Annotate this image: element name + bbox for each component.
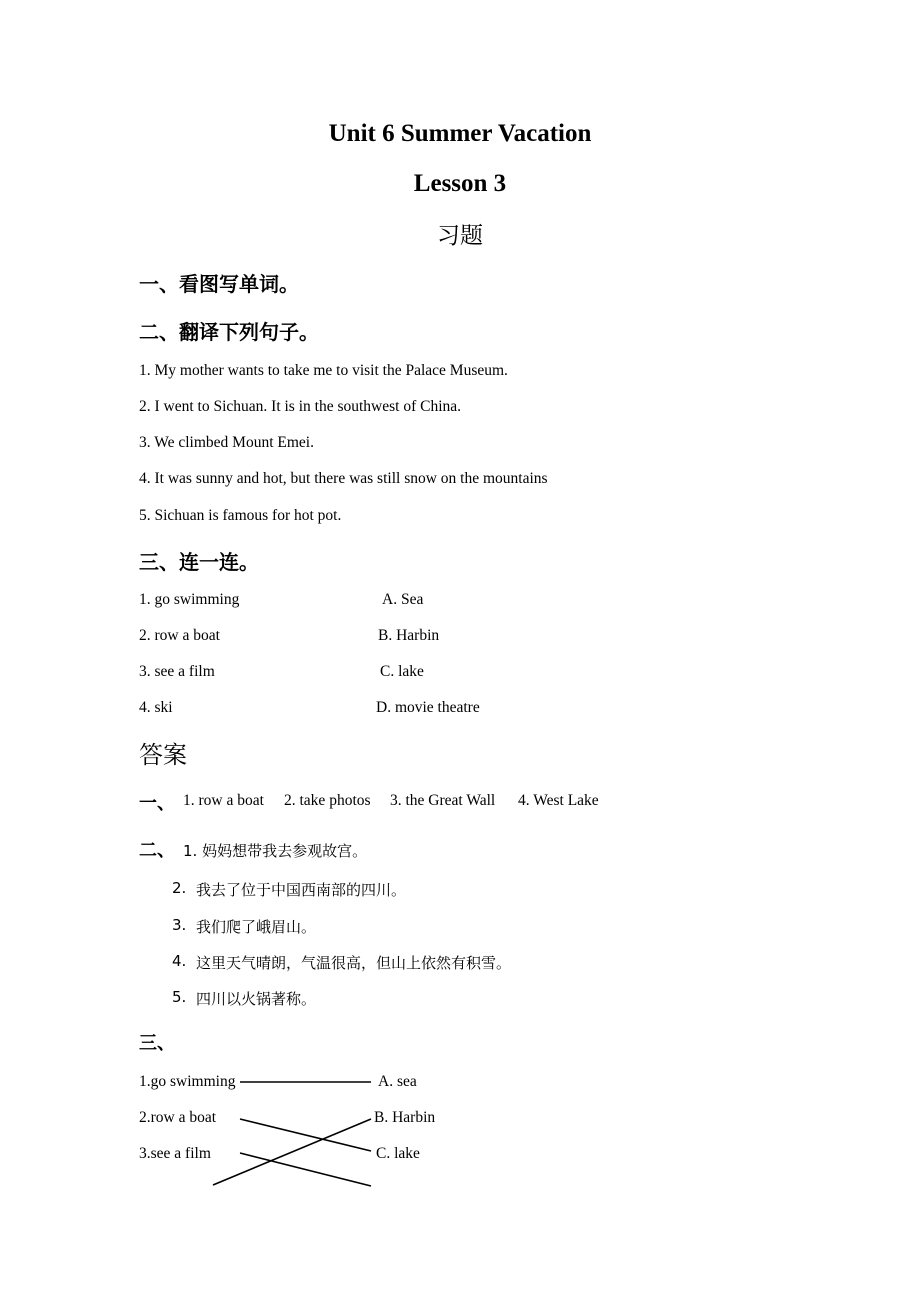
answer2-text-4: 这里天气晴朗，气温很高，但山上依然有积雪。 [196,954,512,972]
part2-heading: 二、翻译下列句子。 [139,320,319,344]
match-left-2: 2. row a boat [139,627,220,644]
sentence-5: 5. Sichuan is famous for hot pot. [139,507,342,524]
match-left-1: 1. go swimming [139,591,240,608]
answer2-mark: 二、 [139,840,175,861]
answers-heading: 答案 [139,741,187,769]
answer1-mark: 一、 [139,793,175,814]
match-right-b: B. Harbin [378,627,440,644]
answer2-text-2: 我去了位于中国西南部的四川。 [196,881,407,899]
answer3-right-c: C. lake [376,1145,420,1162]
answer2-num-3: 3. [172,916,187,934]
part3-heading: 三、连一连。 [139,550,259,574]
answer3-mark: 三、 [139,1033,175,1054]
answer2-num-4: 4. [172,952,187,970]
sentence-4: 4. It was sunny and hot, but there was still snow on the mountains [139,470,548,487]
answer3-right-b: B. Harbin [374,1109,436,1126]
part1-heading: 一、看图写单词。 [139,272,299,296]
sentence-3: 3. We climbed Mount Emei. [139,434,314,451]
answer3-left-1: 1.go swimming [139,1073,236,1090]
answer1-item-2: 2. take photos [284,792,371,809]
answer3-left-2: 2.row a boat [139,1109,217,1126]
answer1-item-1: 1. row a boat [183,792,264,809]
answer3-left-3: 3.see a film [139,1145,211,1162]
answer2-text-5: 四川以火锅著称。 [196,990,317,1008]
match-left-3: 3. see a film [139,663,215,680]
match-right-d: D. movie theatre [376,699,480,716]
answer2-text-3: 我们爬了峨眉山。 [196,918,317,936]
page-title: Unit 6 Summer Vacation [328,120,592,147]
match-line-film-harbin [213,1119,371,1185]
answer1-item-3: 3. the Great Wall [390,792,496,809]
answer3-right-a: A. sea [378,1073,417,1090]
answer1-item-4: 4. West Lake [518,792,599,809]
lesson-title: Lesson 3 [413,170,507,197]
match-right-a: A. Sea [382,591,424,608]
match-left-4: 4. ski [139,699,173,716]
answer2-num-5: 5. [172,988,187,1006]
exercise-subtitle: 习题 [437,223,483,249]
answer2-first: 1. 妈妈想带我去参观故宫。 [183,842,368,860]
sentence-1: 1. My mother wants to take me to visit the Palace Museum. [139,362,508,379]
match-line-film-extra [240,1153,371,1186]
match-right-c: C. lake [380,663,424,680]
answer2-num-2: 2. [172,879,187,897]
sentence-2: 2. I went to Sichuan. It is in the southwest of China. [139,398,462,415]
